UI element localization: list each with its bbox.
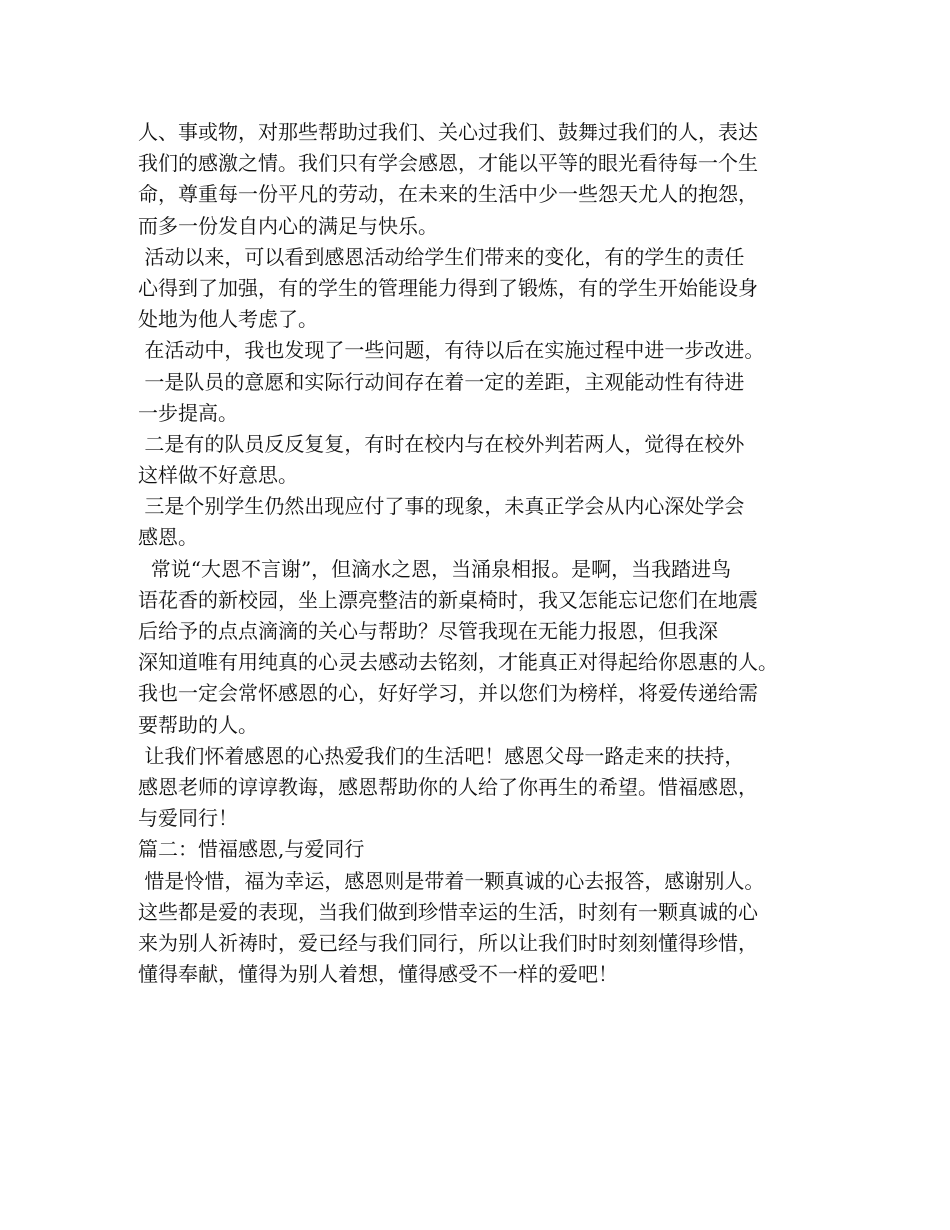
text-line: 这些都是爱的表现，当我们做到珍惜幸运的生活，时刻有一颗真诚的心 [138, 899, 758, 924]
text-line: 感恩老师的谆谆教诲，感恩帮助你的人给了你再生的希望。惜福感恩， [138, 774, 758, 799]
text-line: 与爱同行！ [138, 806, 238, 831]
text-line: 让我们怀着感恩的心热爱我们的生活吧！感恩父母一路走来的扶持， [138, 743, 745, 768]
text-line: 心得到了加强，有的学生的管理能力得到了锻炼，有的学生开始能设身 [138, 275, 758, 300]
text-line: 在活动中，我也发现了一些问题，有待以后在实施过程中进一步改进。 [138, 338, 765, 363]
text-line: 而多一份发自内心的满足与快乐。 [138, 213, 438, 238]
text-line: 二是有的队员反反复复，有时在校内与在校外判若两人，觉得在校外 [138, 431, 745, 456]
text-line: 人、事或物，对那些帮助过我们、关心过我们、鼓舞过我们的人，表达 [138, 120, 758, 144]
text-line: 命，尊重每一份平凡的劳动，在未来的生活中少一些怨天尤人的抱怨， [138, 182, 758, 207]
text-line: 常说“大恩不言谢”，但滴水之恩，当涌泉相报。是啊，当我踏进鸟 [138, 556, 732, 581]
text-line: 感恩。 [138, 525, 198, 550]
text-line: 语花香的新校园，坐上漂亮整洁的新桌椅时，我又怎能忘记您们在地震 [138, 587, 758, 612]
text-line: 我们的感激之情。我们只有学会感恩，才能以平等的眼光看待每一个生 [138, 151, 758, 176]
text-line: 后给予的点点滴滴的关心与帮助？尽管我现在无能力报恩，但我深 [138, 619, 718, 643]
text-line: 我也一定会常怀感恩的心，好好学习，并以您们为榜样，将爱传递给需 [138, 681, 758, 706]
text-line: 这样做不好意思。 [138, 463, 298, 488]
body-text [138, 117, 838, 990]
text-line: 一步提高。 [138, 400, 238, 425]
text-line: 一是队员的意愿和实际行动间存在着一定的差距，主观能动性有待进 [138, 369, 745, 394]
text-line: 懂得奉献，懂得为别人着想，懂得感受不一样的爱吧！ [138, 962, 618, 987]
section-heading: 篇二：惜福感恩,与爱同行 [138, 837, 365, 862]
text-line: 处地为他人考虑了。 [138, 307, 318, 332]
text-line: 三是个别学生仍然出现应付了事的现象，未真正学会从内心深处学会 [138, 494, 745, 519]
text-line: 活动以来，可以看到感恩活动给学生们带来的变化，有的学生的责任 [138, 244, 745, 269]
text-line: 深知道唯有用纯真的心灵去感动去铭刻，才能真正对得起给你恩惠的人。 [138, 650, 778, 675]
text-line: 来为别人祈祷时，爱已经与我们同行，所以让我们时时刻刻懂得珍惜， [138, 930, 758, 955]
text-line: 要帮助的人。 [138, 712, 258, 737]
text-line: 惜是怜惜，福为幸运，感恩则是带着一颗真诚的心去报答，感谢别人。 [138, 868, 765, 893]
